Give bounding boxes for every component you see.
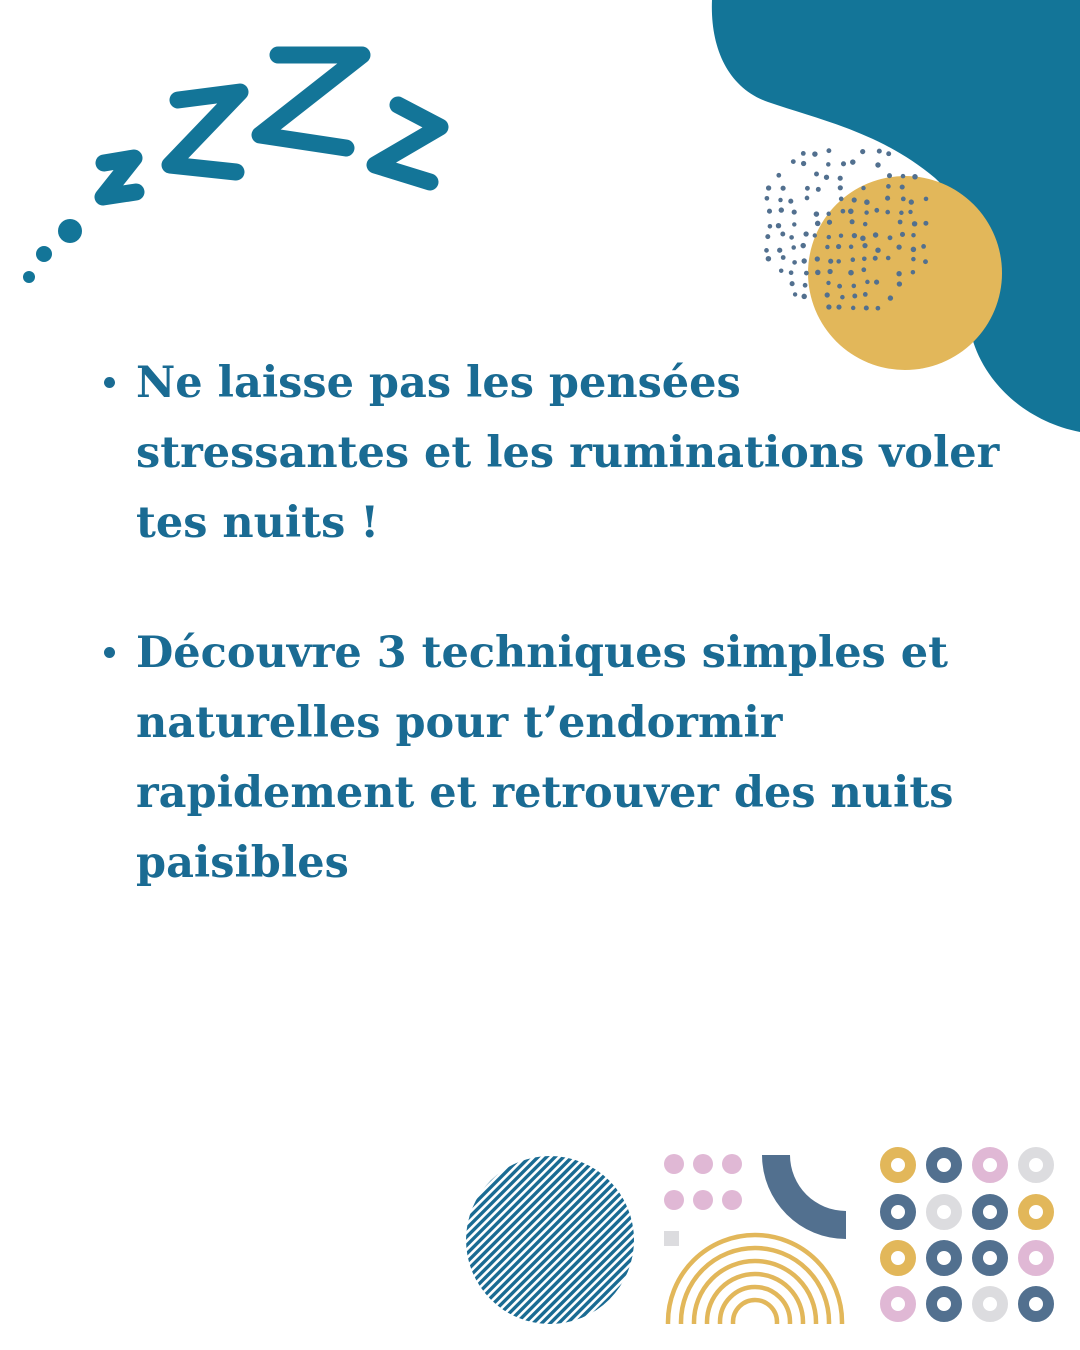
ring <box>978 1246 1003 1271</box>
ring <box>1024 1200 1049 1225</box>
stripe-line <box>289 1040 689 1350</box>
ring <box>932 1200 957 1225</box>
quarter-ring <box>762 1155 846 1239</box>
ring-grid <box>886 1153 1049 1317</box>
ring <box>932 1153 957 1178</box>
bullet-dot <box>104 647 115 658</box>
stripe-line <box>417 1040 817 1350</box>
stripe-line <box>383 1040 783 1350</box>
ring <box>886 1153 911 1178</box>
bullet-list <box>100 348 1000 898</box>
grey-square <box>664 1231 679 1246</box>
ring <box>978 1200 1003 1225</box>
bullet-item <box>100 618 1000 898</box>
bullet-dot <box>104 377 115 388</box>
ring <box>978 1153 1003 1178</box>
stripe-line <box>349 1040 749 1350</box>
ring <box>886 1292 911 1317</box>
ring <box>1024 1246 1049 1271</box>
ring <box>932 1246 957 1271</box>
pink-dots <box>664 1154 742 1210</box>
stripe-line <box>323 1040 723 1350</box>
ring <box>932 1292 957 1317</box>
stripe-line <box>315 1040 715 1350</box>
ring <box>1024 1153 1049 1178</box>
ring <box>886 1200 911 1225</box>
stripe-line <box>306 1040 706 1350</box>
ring <box>978 1292 1003 1317</box>
stripe-line <box>374 1040 774 1350</box>
ring <box>886 1246 911 1271</box>
stripe-line <box>298 1040 698 1350</box>
bullet-item <box>100 348 1000 558</box>
bullet-text: Ne laisse pas les pensées stressantes et les ruminations voler tes nuits ! <box>136 358 1000 548</box>
ring <box>1024 1292 1049 1317</box>
rainbow-arcs-icon <box>668 1235 842 1350</box>
bullet-text: Découvre 3 techniques simples et naturelles pour t’endormir rapidement et retrouver des nuits paisibles <box>136 628 954 888</box>
